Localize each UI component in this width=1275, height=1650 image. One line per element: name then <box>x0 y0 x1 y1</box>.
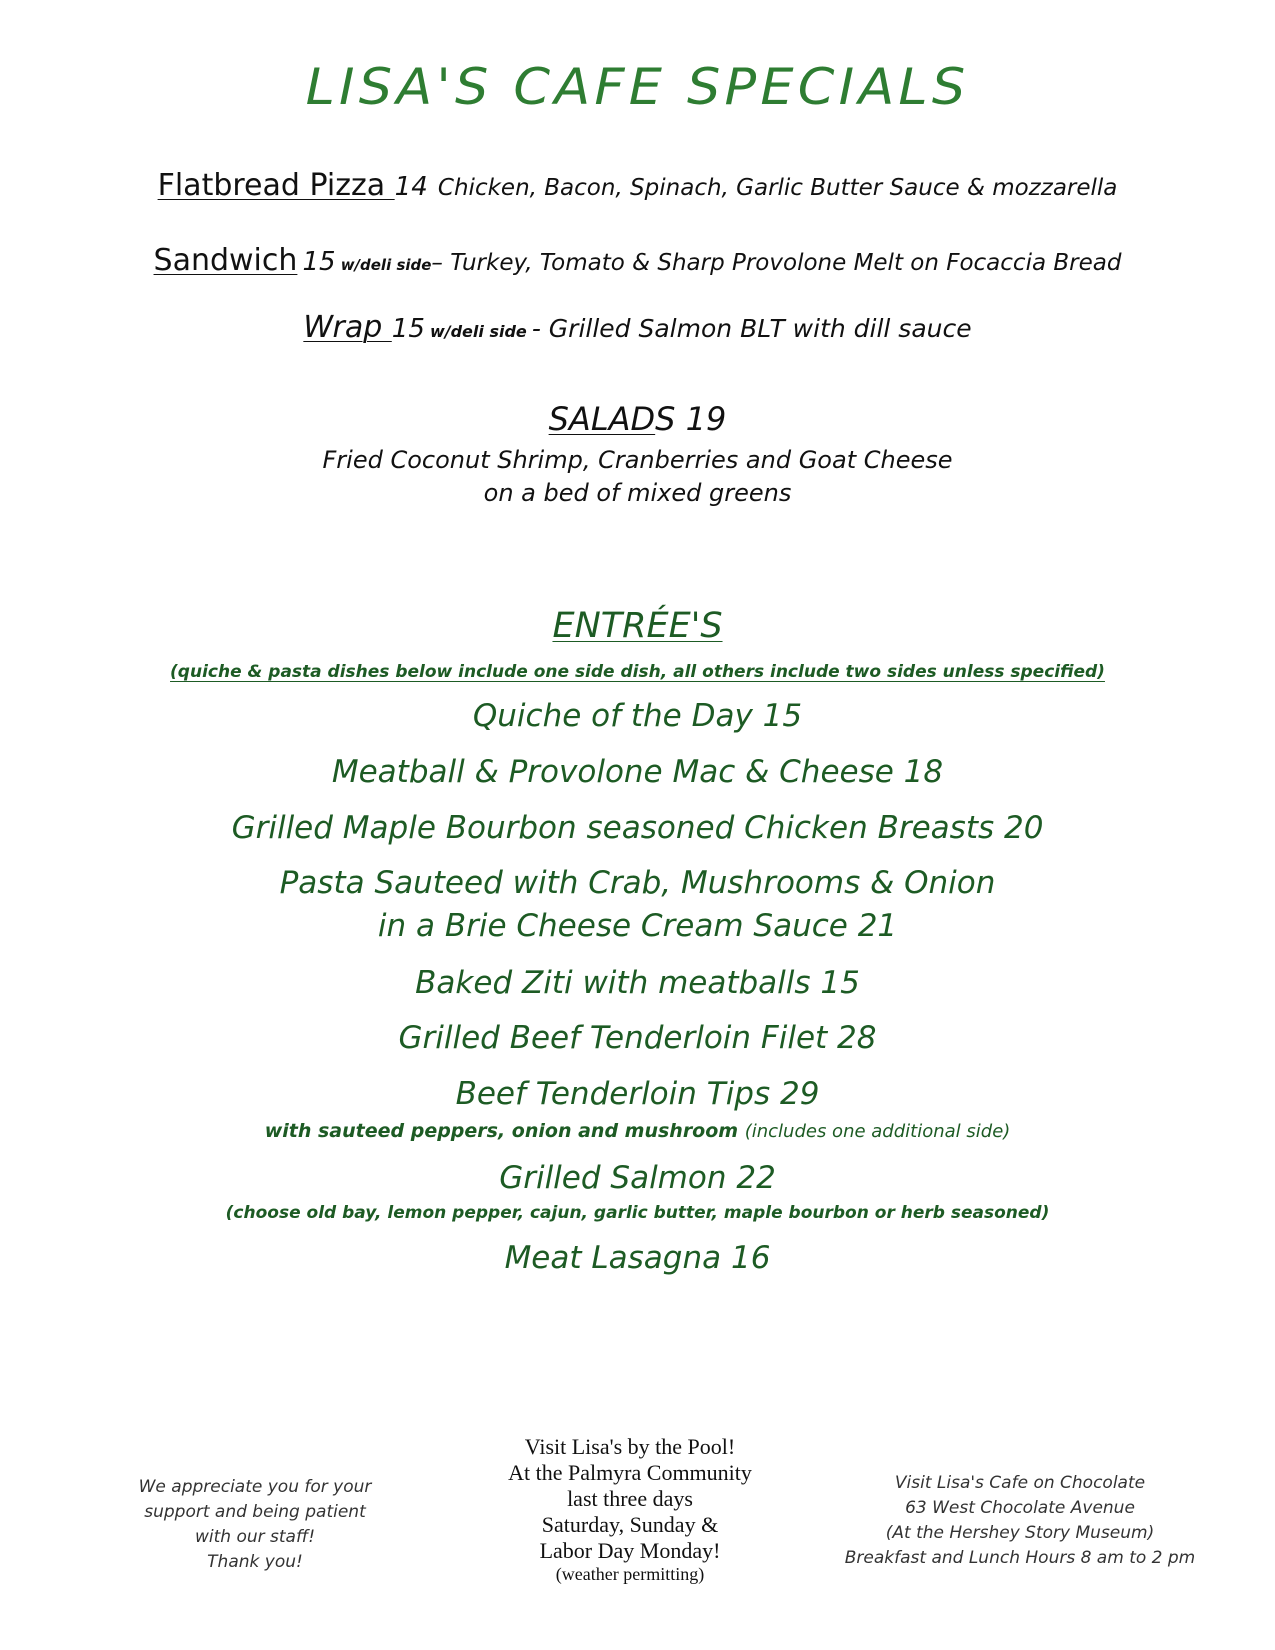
footer-mid-line: Labor Day Monday! <box>539 1538 721 1563</box>
salads-title-rest: S 19 <box>655 400 727 438</box>
entree-item: Grilled Maple Bourbon seasoned Chicken Breasts 20 <box>231 810 1044 846</box>
footer-mid-line: Visit Lisa's by the Pool! <box>524 1434 736 1459</box>
salmon-note: (choose old bay, lemon pepper, cajun, garlic butter, maple bourbon or herb seasoned) <box>225 1203 1050 1223</box>
tips-note <box>0 1120 1275 1142</box>
footer-right-line: 63 West Chocolate Avenue <box>905 1498 1135 1518</box>
wrap-line <box>0 310 1275 345</box>
entrees-heading: ENTRÉE'S <box>552 606 723 646</box>
entree-item: Meat Lasagna 16 <box>504 1240 771 1276</box>
tips-note-text: with sauteed peppers, onion and mushroom <box>264 1120 739 1142</box>
entree-item: Quiche of the Day 15 <box>472 698 803 734</box>
flatbread-name: Flatbread Pizza <box>157 168 395 203</box>
entree-item: Grilled Salmon 22 <box>499 1160 776 1196</box>
wrap-name: Wrap <box>303 310 392 345</box>
footer-left-line: We appreciate you for your <box>138 1477 372 1497</box>
entrees-note: (quiche & pasta dishes below include one side dish, all others include two sides unless specified) <box>170 662 1105 682</box>
entree-item: Meatball & Provolone Mac & Cheese 18 <box>331 754 944 790</box>
wrap-side: w/deli side <box>429 322 527 341</box>
entree-item: Baked Ziti with meatballs 15 <box>415 965 860 1001</box>
entree-item: Grilled Beef Tenderloin Filet 28 <box>398 1020 877 1056</box>
sandwich-side: w/deli side <box>340 256 432 274</box>
sandwich-desc: – Turkey, Tomato & Sharp Provolone Melt on Focaccia Bread <box>431 250 1122 276</box>
tips-note-extra: (includes one additional side) <box>744 1121 1011 1142</box>
footer-location <box>830 1471 1210 1571</box>
footer-left-line: with our staff! <box>194 1527 316 1547</box>
footer-left-line: support and being patient <box>144 1502 366 1522</box>
salads-desc-1: Fried Coconut Shrimp, Cranberries and Goat Cheese <box>322 446 953 474</box>
footer-thanks <box>110 1475 400 1575</box>
footer-right-line: Visit Lisa's Cafe on Chocolate <box>894 1473 1146 1493</box>
sandwich-line <box>0 243 1275 278</box>
footer-mid-line: last three days <box>567 1486 693 1511</box>
footer-mid-line: Saturday, Sunday & <box>541 1512 719 1537</box>
footer-mid-line: At the Palmyra Community <box>508 1460 752 1485</box>
footer-left-line: Thank you! <box>207 1552 303 1572</box>
flatbread-line <box>0 168 1275 203</box>
footer-mid-line: (weather permitting) <box>555 1564 705 1584</box>
salads-title-underlined: SALAD <box>548 400 656 438</box>
flatbread-price: 14 <box>394 172 428 202</box>
flatbread-desc: Chicken, Bacon, Spinach, Garlic Butter Sauce & mozzarella <box>437 175 1118 201</box>
entree-item: in a Brie Cheese Cream Sauce 21 <box>377 908 898 944</box>
footer-pool <box>440 1434 820 1584</box>
entree-item: Beef Tenderloin Tips 29 <box>455 1076 820 1112</box>
footer-right-line: (At the Hershey Story Museum) <box>885 1523 1155 1543</box>
wrap-desc: - Grilled Salmon BLT with dill sauce <box>531 314 972 343</box>
sandwich-name: Sandwich <box>153 243 298 278</box>
footer-right-line: Breakfast and Lunch Hours 8 am to 2 pm <box>844 1548 1196 1568</box>
wrap-price: 15 <box>391 314 425 344</box>
sandwich-price: 15 <box>302 247 336 277</box>
salads-heading <box>0 400 1275 438</box>
menu-title: LISA'S CAFE SPECIALS <box>305 58 970 116</box>
salads-desc-2: on a bed of mixed greens <box>483 479 792 507</box>
entree-item: Pasta Sauteed with Crab, Mushrooms & Onion <box>279 865 996 901</box>
